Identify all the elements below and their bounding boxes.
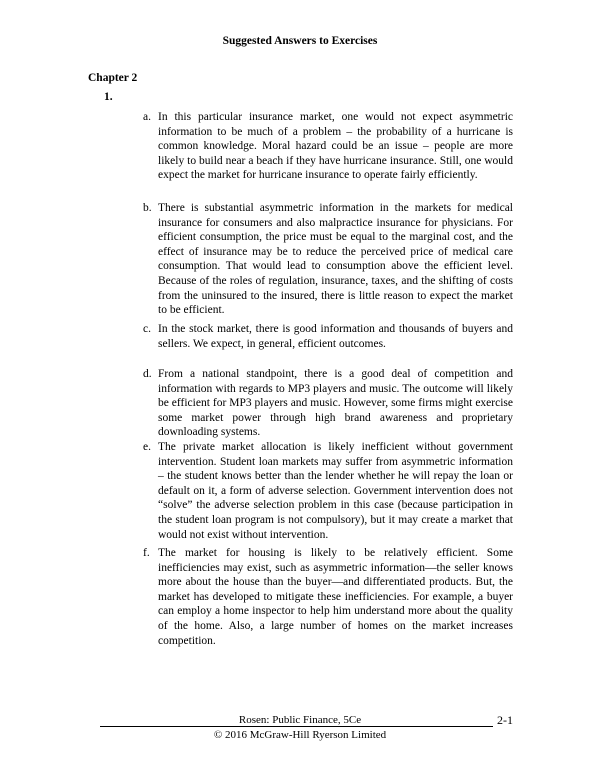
answer-letter: c. <box>143 323 151 335</box>
footer-copyright: © 2016 McGraw-Hill Ryerson Limited <box>213 729 387 741</box>
footer-page-number: 2-1 <box>497 713 513 727</box>
chapter-heading: Chapter 2 <box>88 72 138 84</box>
footer-divider <box>100 726 493 727</box>
answer-text: The private market allocation is likely inefficient without government intervention. Student loan markets may suffer from asymmetric information – the student knows better than the lender whether he will repay the loan or default on it, a form of adverse selection. Government intervention does not “solve” the adverse selection problem in this case (because participation in the student loan program is not compulsory), but it may create a market that would not exist without intervention. <box>158 441 513 541</box>
answer-text: In this particular insurance market, one would not expect asymmetric information to be much of a problem – the probability of a hurricane is common knowledge. Moral hazard could be an issue – people are more likely to build near a beach if they have hurricane insurance. Still, one would expect the market for hurricane insurance to operate fairly efficiently. <box>158 111 513 182</box>
footer-book-title: Rosen: Public Finance, 5Ce <box>238 714 362 726</box>
question-number: 1. <box>104 91 113 103</box>
answer-text: The market for housing is likely to be relatively efficient. Some inefficiencies may exist, such as asymmetric information—the seller knows more about the house than the buyer—and differentiated products. But, the market has developed to mitigate these inefficiencies. For example, a buyer can employ a home inspector to help him understand more about the quality of the home. Also, a large number of homes on the market increases competition. <box>158 547 513 647</box>
answer-item-e <box>143 440 513 542</box>
answer-text: There is substantial asymmetric information in the markets for medical insurance for consumers and also malpractice insurance for physicians. For efficient consumption, the price must be equal to the marginal cost, and the effect of insurance may be to reduce the perceived price of medical care consumption. That would lead to consumption above the efficient level. Because of the roles of regulation, insurance, taxes, and the shifting of costs from the uninsured to the insured, there is little reason to expect the market to be efficient. <box>158 202 513 317</box>
answer-item-a <box>143 110 513 183</box>
answer-letter: a. <box>143 111 151 123</box>
page-title: Suggested Answers to Exercises <box>222 35 378 47</box>
answer-item-b <box>143 201 513 318</box>
answer-letter: b. <box>143 202 152 214</box>
answer-text: From a national standpoint, there is a good deal of competition and information with regards to MP3 players and music. The outcome will likely be efficient for MP3 players and music. However, some firms might exercise some market power through high brand awareness and proprietary downloading systems. <box>158 368 513 439</box>
answer-letter: e. <box>143 441 151 453</box>
answer-item-d <box>143 367 513 440</box>
answer-letter: f. <box>143 547 150 559</box>
answer-item-c <box>143 322 513 351</box>
answer-text: In the stock market, there is good information and thousands of buyers and sellers. We expect, in general, efficient outcomes. <box>158 323 513 350</box>
answer-letter: d. <box>143 368 152 380</box>
answer-item-f <box>143 546 513 648</box>
